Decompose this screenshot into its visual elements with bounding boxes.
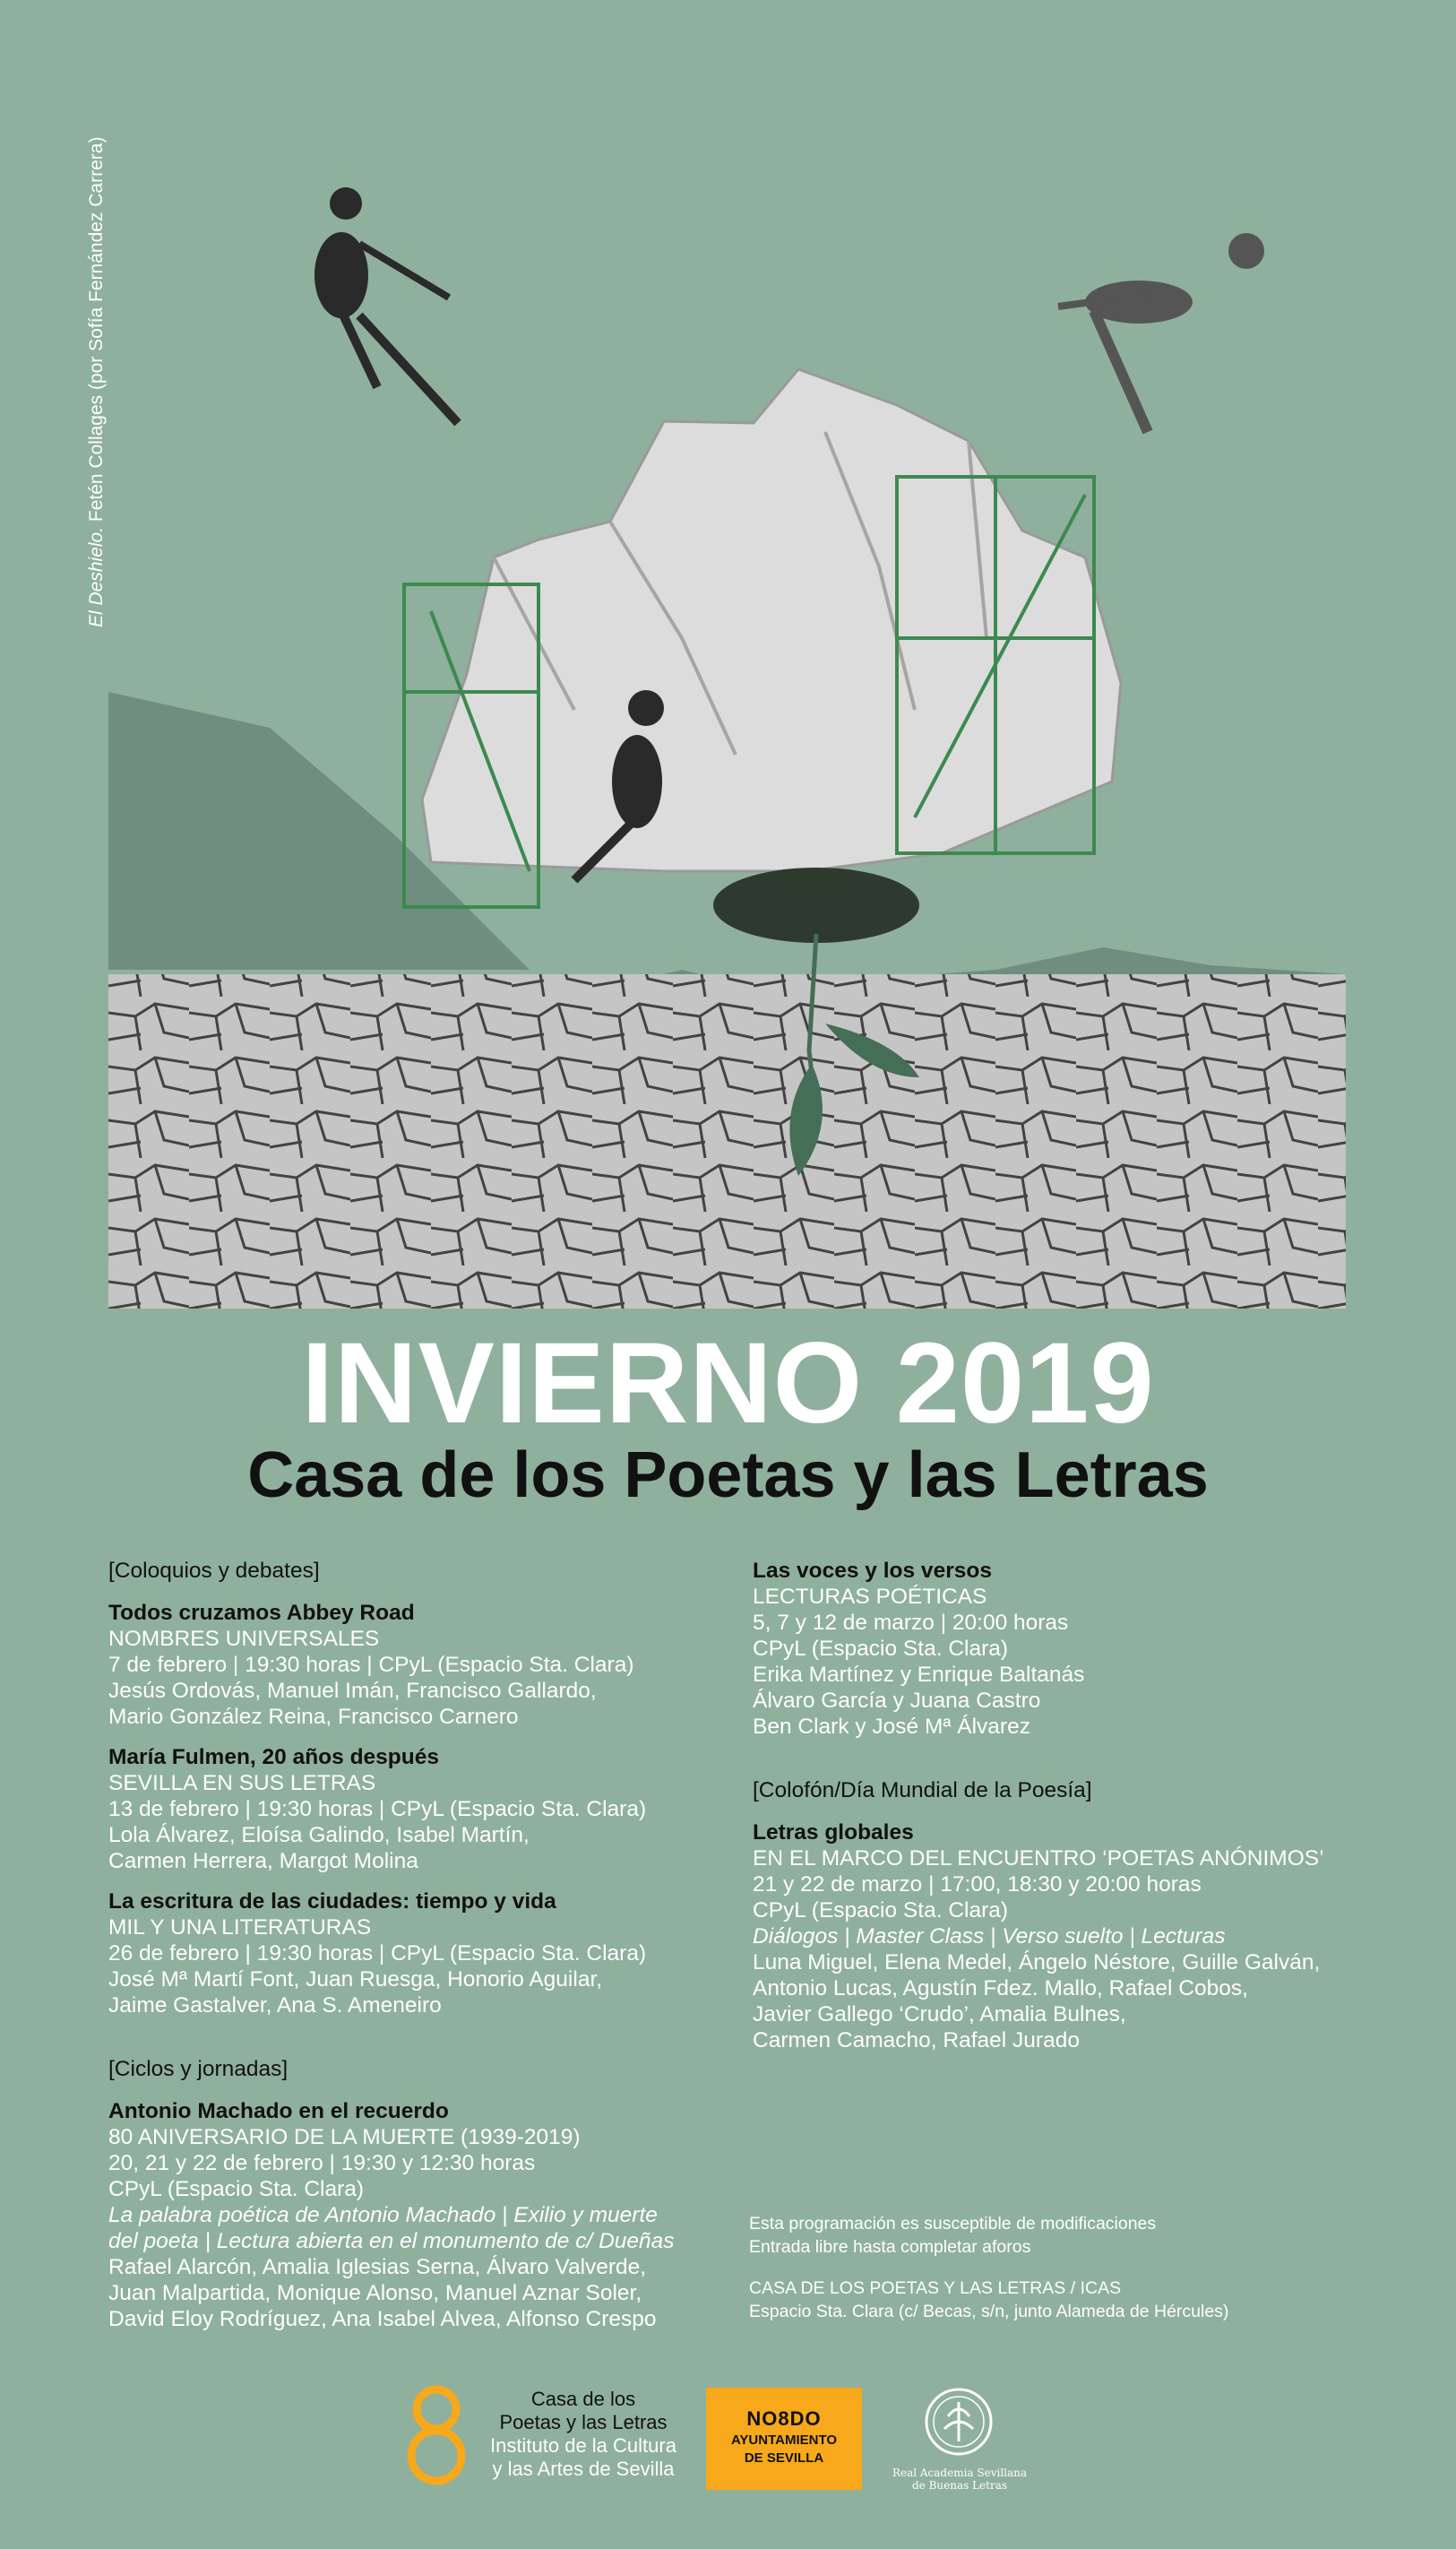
event-participants: Ben Clark y José Mª Álvarez [753, 1715, 1030, 1739]
event [108, 1600, 754, 1730]
logo-line: y las Artes de Sevilla [492, 2458, 675, 2480]
event-subtitle: NOMBRES UNIVERSALES [108, 1627, 380, 1651]
artwork-author: Fetén Collages (por Sofía Fernández Carrera) [86, 136, 107, 523]
event-title: María Fulmen, 20 años después [108, 1745, 439, 1769]
event-participants: Lola Álvarez, Eloísa Galindo, Isabel Martín, [108, 1823, 530, 1847]
event-participants: Juan Malpartida, Monique Alonso, Manuel Aznar Soler, [108, 2281, 642, 2305]
note-modifications: Esta programación es susceptible de modificaciones [749, 2214, 1157, 2234]
logo-line: Instituto de la Cultura [490, 2434, 676, 2457]
event-participants: Rafael Alarcón, Amalia Iglesias Serna, Álvaro Valverde, [108, 2255, 647, 2279]
program-left-column [108, 1558, 754, 2346]
event-date: 20, 21 y 22 de febrero | 19:30 y 12:30 horas [108, 2151, 536, 2175]
ayuntamiento-line: DE SEVILLA [744, 2450, 824, 2466]
note-entry: Entrada libre hasta completar aforos [749, 2237, 1031, 2257]
footnotes [749, 2212, 1394, 2341]
event-subtitle: 80 ANIVERSARIO DE LA MUERTE (1939-2019) [108, 2125, 581, 2149]
event-participants: Javier Gallego ‘Crudo’, Amalia Bulnes, [753, 2002, 1126, 2026]
event-subtitle: SEVILLA EN SUS LETRAS [108, 1771, 376, 1795]
event-activities: La palabra poética de Antonio Machado | Exilio y muerte [108, 2203, 658, 2227]
event [753, 1819, 1398, 2053]
venue-address: Espacio Sta. Clara (c/ Becas, s/n, junto Alameda de Hércules) [749, 2302, 1229, 2321]
no8do-mark: NO8DO [746, 2407, 822, 2430]
event [108, 1888, 754, 2018]
event-date: 21 y 22 de marzo | 17:00, 18:30 y 20:00 horas [753, 1872, 1202, 1897]
event-participants: Erika Martínez y Enrique Baltanás [753, 1663, 1085, 1687]
section-heading: [Colofón/Día Mundial de la Poesía] [753, 1778, 1092, 1802]
section-heading: [Coloquios y debates] [108, 1559, 320, 1583]
event-date: 13 de febrero | 19:30 horas | CPyL (Espacio Sta. Clara) [108, 1797, 647, 1821]
academy-line: Real Academia Sevillana [892, 2467, 1028, 2479]
event-participants: Carmen Camacho, Rafael Jurado [753, 2028, 1080, 2052]
event-activities: Diálogos | Master Class | Verso suelto | Lecturas [753, 1924, 1226, 1948]
academy-line: de Buenas Letras [911, 2479, 1008, 2492]
ayuntamiento-line: AYUNTAMIENTO [730, 2432, 838, 2448]
event-subtitle: LECTURAS POÉTICAS [753, 1585, 987, 1609]
event-subtitle: EN EL MARCO DEL ENCUENTRO ‘POETAS ANÓNIMOS’ [753, 1846, 1324, 1871]
event-participants: Antonio Lucas, Agustín Fdez. Mallo, Rafael Cobos, [753, 1976, 1248, 2000]
event-place: CPyL (Espacio Sta. Clara) [108, 2177, 365, 2201]
academy-name [874, 2467, 1045, 2492]
event-date: 7 de febrero | 19:30 horas | CPyL (Espacio Sta. Clara) [108, 1653, 634, 1677]
event-title: Antonio Machado en el recuerdo [108, 2099, 449, 2123]
event-subtitle: MIL Y UNA LITERATURAS [108, 1915, 372, 1940]
casa-poetas-logo-icon [405, 2382, 468, 2488]
event-participants: Carmen Herrera, Margot Molina [108, 1849, 418, 1873]
event-participants: David Eloy Rodríguez, Ana Isabel Alvea, Alfonso Crespo [108, 2307, 657, 2331]
event-title: La escritura de las ciudades: tiempo y vida [108, 1889, 556, 1914]
event-date: 5, 7 y 12 de marzo | 20:00 horas [753, 1611, 1069, 1635]
event-participants: Álvaro García y Juana Castro [753, 1689, 1041, 1713]
poster-subtitle: Casa de los Poetas y las Letras [247, 1439, 1209, 1511]
casa-poetas-logo-text [484, 2388, 683, 2481]
section-heading: [Ciclos y jornadas] [108, 2057, 289, 2081]
venue-name: CASA DE LOS POETAS Y LAS LETRAS / ICAS [749, 2278, 1122, 2298]
event-activities: del poeta | Lectura abierta en el monumento de c/ Dueñas [108, 2229, 675, 2253]
event-place: CPyL (Espacio Sta. Clara) [753, 1898, 1009, 1923]
event [108, 1744, 754, 1874]
event-participants: Jesús Ordovás, Manuel Imán, Francisco Gallardo, [108, 1679, 597, 1703]
program-right-column [753, 1558, 1398, 2068]
event [753, 1558, 1398, 1740]
root-ball [713, 868, 919, 943]
poster-title: INVIERNO 2019 [301, 1319, 1155, 1447]
collage-image [108, 136, 1346, 1309]
logo-line: Casa de los [530, 2388, 636, 2410]
event-title: Las voces y los versos [753, 1559, 992, 1583]
event-place: CPyL (Espacio Sta. Clara) [753, 1637, 1009, 1661]
event-participants: Mario González Reina, Francisco Carnero [108, 1705, 519, 1729]
event-title: Todos cruzamos Abbey Road [108, 1601, 415, 1625]
logo-line: Poetas y las Letras [499, 2411, 668, 2433]
event-participants: José Mª Martí Font, Juan Ruesga, Honorio Aguilar, [108, 1967, 603, 1992]
academy-seal-icon [923, 2384, 995, 2461]
event-participants: Jaime Gastalver, Ana S. Ameneiro [108, 1993, 442, 2018]
event-date: 26 de febrero | 19:30 horas | CPyL (Espacio Sta. Clara) [108, 1941, 647, 1966]
event [108, 2098, 754, 2332]
event-title: Letras globales [753, 1820, 914, 1845]
event-participants: Luna Miguel, Elena Medel, Ángelo Néstore, Guille Galván, [753, 1950, 1321, 1974]
artwork-title: El Deshielo. [86, 526, 107, 627]
ayuntamiento-logo [706, 2388, 862, 2490]
